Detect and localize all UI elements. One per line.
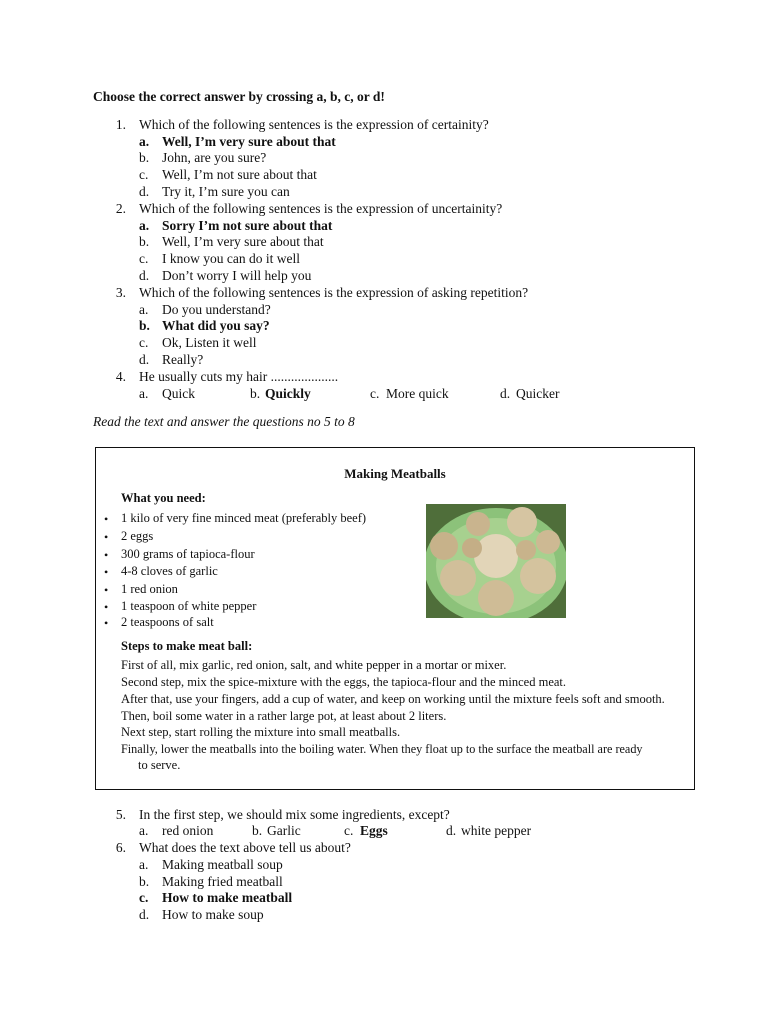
question-text: What does the text above tell us about?	[139, 840, 351, 855]
option-letter[interactable]: b.	[139, 318, 150, 333]
option-text[interactable]: Try it, I’m sure you can	[162, 184, 290, 199]
step-line: Then, boil some water in a rather large pot, at least about 2 liters.	[121, 709, 447, 723]
ingredient-item: 1 red onion	[121, 582, 178, 596]
option-text[interactable]: red onion	[162, 823, 214, 838]
step-line: Second step, mix the spice-mixture with the eggs, the tapioca-flour and the minced meat.	[121, 675, 567, 689]
step-line: Finally, lower the meatballs into the boiling water. When they float up to the surface the meatball are ready	[121, 742, 643, 756]
option-letter[interactable]: c.	[370, 386, 380, 401]
question-text: In the first step, we should mix some ingredients, except?	[139, 807, 450, 822]
option-letter[interactable]: d.	[139, 907, 150, 922]
option-text[interactable]: Ok, Listen it well	[162, 335, 257, 350]
option-letter[interactable]: d.	[500, 386, 511, 401]
option-letter[interactable]: b.	[139, 150, 150, 165]
reading-text-box	[95, 447, 695, 790]
step-line: to serve.	[138, 758, 181, 772]
text-title: Making Meatballs	[344, 466, 446, 481]
bullet-icon: •	[104, 583, 109, 597]
option-text[interactable]: white pepper	[461, 823, 532, 838]
question-text: Which of the following sentences is the expression of uncertainity?	[139, 201, 503, 216]
option-letter[interactable]: d.	[139, 352, 150, 367]
question-number: 5.	[115, 807, 126, 822]
ingredient-item: 1 teaspoon of white pepper	[121, 599, 257, 613]
option-letter[interactable]: c.	[344, 823, 354, 838]
ingredient-item: 1 kilo of very fine minced meat (preferably beef)	[121, 511, 367, 525]
option-text[interactable]: Well, I’m very sure about that	[162, 234, 324, 249]
question-number: 6.	[115, 840, 126, 855]
step-line: First of all, mix garlic, red onion, salt, and white pepper in a mortar or mixer.	[121, 658, 507, 672]
option-letter[interactable]: c.	[139, 335, 149, 350]
option-letter[interactable]: d.	[139, 268, 150, 283]
option-text[interactable]: Really?	[162, 352, 204, 367]
option-letter[interactable]: c.	[139, 890, 149, 905]
option-letter[interactable]: d.	[446, 823, 457, 838]
bullet-icon: •	[104, 512, 109, 526]
question-text: Which of the following sentences is the expression of asking repetition?	[139, 285, 529, 300]
option-text[interactable]: Don’t worry I will help you	[162, 268, 312, 283]
ingredient-item: 300 grams of tapioca-flour	[121, 547, 255, 561]
option-letter[interactable]: d.	[139, 184, 150, 199]
bullet-icon: •	[104, 565, 109, 579]
need-heading: What you need:	[121, 491, 206, 505]
meatballs-photo	[426, 504, 566, 618]
option-text[interactable]: How to make soup	[162, 907, 264, 922]
option-text[interactable]: Quicker	[516, 386, 560, 401]
option-text[interactable]: More quick	[386, 386, 449, 401]
option-text[interactable]: What did you say?	[162, 318, 270, 333]
step-line: Next step, start rolling the mixture into small meatballs.	[121, 725, 401, 739]
option-letter[interactable]: a.	[139, 134, 150, 149]
option-text[interactable]: I know you can do it well	[162, 251, 300, 266]
question-text: He usually cuts my hair ....................	[139, 369, 339, 384]
option-letter[interactable]: b.	[250, 386, 261, 401]
bullet-icon: •	[104, 616, 109, 630]
option-text[interactable]: John, are you sure?	[162, 150, 267, 165]
option-text[interactable]: How to make meatball	[162, 890, 293, 905]
ingredient-item: 4-8 cloves of garlic	[121, 564, 218, 578]
option-text[interactable]: Quickly	[265, 386, 311, 401]
option-letter[interactable]: b.	[139, 874, 150, 889]
option-letter[interactable]: a.	[139, 386, 149, 401]
step-line: After that, use your fingers, add a cup of water, and keep on working until the mixture feels soft and smooth.	[121, 692, 665, 706]
question-number: 2.	[115, 201, 126, 216]
question-number: 3.	[115, 285, 126, 300]
option-text[interactable]: Do you understand?	[162, 302, 271, 317]
bullet-icon: •	[104, 530, 109, 544]
read-instruction: Read the text and answer the questions no 5 to 8	[93, 414, 355, 429]
option-text[interactable]: Well, I’m very sure about that	[162, 134, 336, 149]
option-letter[interactable]: c.	[139, 167, 149, 182]
ingredient-item: 2 eggs	[121, 529, 154, 543]
option-letter[interactable]: c.	[139, 251, 149, 266]
question-number: 4.	[115, 369, 126, 384]
option-letter[interactable]: b.	[139, 234, 150, 249]
bullet-icon: •	[104, 600, 109, 614]
question-text: Which of the following sentences is the expression of certainity?	[139, 117, 489, 132]
instruction-heading: Choose the correct answer by crossing a, b, c, or d!	[93, 89, 385, 104]
option-text[interactable]: Making meatball soup	[162, 857, 283, 872]
ingredient-item: 2 teaspoons of salt	[121, 615, 214, 629]
option-text[interactable]: Quick	[162, 386, 195, 401]
option-text[interactable]: Well, I’m not sure about that	[162, 167, 317, 182]
bullet-icon: •	[104, 548, 109, 562]
steps-heading: Steps to make meat ball:	[121, 639, 253, 653]
option-text[interactable]: Garlic	[267, 823, 301, 838]
option-letter[interactable]: b.	[252, 823, 263, 838]
option-letter[interactable]: a.	[139, 218, 150, 233]
option-letter[interactable]: a.	[139, 302, 149, 317]
option-text[interactable]: Eggs	[360, 823, 388, 838]
option-letter[interactable]: a.	[139, 857, 149, 872]
option-letter[interactable]: a.	[139, 823, 149, 838]
question-number: 1.	[115, 117, 126, 132]
option-text[interactable]: Making fried meatball	[162, 874, 283, 889]
option-text[interactable]: Sorry I’m not sure about that	[162, 218, 333, 233]
